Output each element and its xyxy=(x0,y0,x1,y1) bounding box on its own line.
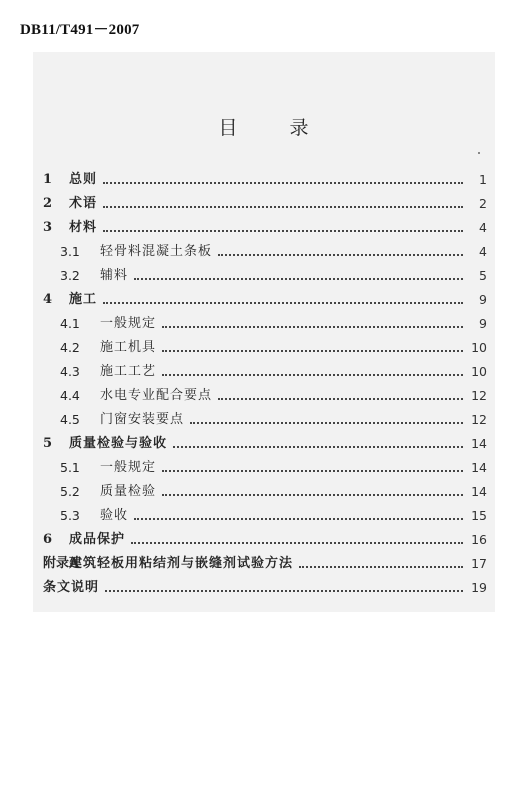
toc-title xyxy=(0,113,527,140)
toc-entry-label: 门窗安装要点 xyxy=(100,412,185,427)
toc-entry-number: 3 xyxy=(43,220,53,235)
toc-entry-number: 4.5 xyxy=(60,412,80,427)
document-code: DB11/T491－2007 xyxy=(20,22,140,38)
toc-entry-page: 5 xyxy=(479,268,487,283)
toc-entry-number: 4.1 xyxy=(60,316,80,331)
toc-entry-number: 4 xyxy=(43,292,53,307)
table-of-contents xyxy=(43,168,487,600)
toc-title-char-2: 录 xyxy=(289,117,309,139)
scan-speck xyxy=(478,152,480,154)
toc-entry-label: 施工 xyxy=(69,292,98,307)
toc-entry[interactable] xyxy=(43,336,487,360)
toc-dot-leader xyxy=(134,518,463,520)
toc-entry-page: 4 xyxy=(479,244,487,259)
toc-dot-leader xyxy=(162,374,463,376)
toc-entry-label: 术语 xyxy=(69,196,98,211)
toc-entry[interactable] xyxy=(43,576,487,600)
toc-entry-page: 15 xyxy=(471,508,487,523)
toc-entry-number: 5.1 xyxy=(60,460,80,475)
toc-entry-label: 一般规定 xyxy=(100,460,157,475)
toc-entry[interactable] xyxy=(43,504,487,528)
toc-dot-leader xyxy=(105,590,463,592)
toc-entry-number: 4.4 xyxy=(60,388,80,403)
toc-entry-page: 16 xyxy=(471,532,487,547)
toc-dot-leader xyxy=(134,278,463,280)
toc-dot-leader xyxy=(103,182,463,184)
toc-entry-page: 14 xyxy=(471,460,487,475)
toc-entry[interactable] xyxy=(43,192,487,216)
toc-entry-page: 14 xyxy=(471,436,487,451)
toc-entry-number: 5.2 xyxy=(60,484,80,499)
toc-entry-number: 2 xyxy=(43,196,53,211)
toc-entry-number: 4.2 xyxy=(60,340,80,355)
toc-entry-label: 辅料 xyxy=(100,268,129,283)
toc-entry-number: 5.3 xyxy=(60,508,80,523)
toc-entry-page: 10 xyxy=(471,364,487,379)
toc-entry[interactable] xyxy=(43,264,487,288)
toc-entry[interactable] xyxy=(43,312,487,336)
toc-dot-leader xyxy=(103,206,463,208)
toc-entry-label: 施工工艺 xyxy=(100,364,157,379)
toc-dot-leader xyxy=(103,302,463,304)
toc-entry-label: 轻骨料混凝土条板 xyxy=(100,244,213,259)
toc-entry-label: 材料 xyxy=(69,220,98,235)
toc-entry-label: 总则 xyxy=(69,172,98,187)
toc-entry[interactable] xyxy=(43,408,487,432)
toc-entry-label: 验收 xyxy=(100,508,129,523)
toc-dot-leader xyxy=(299,566,463,568)
toc-entry-number: 3.1 xyxy=(60,244,80,259)
toc-entry-number: 附录A xyxy=(43,556,80,571)
toc-entry-label: 质量检验与验收 xyxy=(69,436,168,451)
toc-entry[interactable] xyxy=(43,168,487,192)
toc-dot-leader xyxy=(162,350,463,352)
toc-entry[interactable] xyxy=(43,432,487,456)
toc-entry-page: 17 xyxy=(471,556,487,571)
toc-entry[interactable] xyxy=(43,288,487,312)
toc-entry-label: 建筑轻板用粘结剂与嵌缝剂试验方法 xyxy=(69,556,294,571)
toc-entry-label: 成品保护 xyxy=(69,532,126,547)
toc-entry-number: 6 xyxy=(43,532,53,547)
toc-entry-page: 10 xyxy=(471,340,487,355)
toc-entry-number: 3.2 xyxy=(60,268,80,283)
toc-entry[interactable] xyxy=(43,216,487,240)
toc-dot-leader xyxy=(162,494,463,496)
toc-entry-label: 质量检验 xyxy=(100,484,157,499)
toc-dot-leader xyxy=(162,326,463,328)
toc-entry-page: 2 xyxy=(479,196,487,211)
toc-entry-label: 条文说明 xyxy=(43,580,100,595)
toc-title-char-1: 目 xyxy=(218,117,238,139)
toc-entry-label: 水电专业配合要点 xyxy=(100,388,213,403)
toc-entry-label: 一般规定 xyxy=(100,316,157,331)
toc-dot-leader xyxy=(103,230,463,232)
toc-dot-leader xyxy=(162,470,463,472)
toc-entry-number: 1 xyxy=(43,172,53,187)
toc-entry-page: 12 xyxy=(471,388,487,403)
toc-entry[interactable] xyxy=(43,552,487,576)
toc-entry-page: 14 xyxy=(471,484,487,499)
toc-entry-page: 1 xyxy=(479,172,487,187)
toc-entry-page: 9 xyxy=(479,316,487,331)
toc-dot-leader xyxy=(190,422,463,424)
toc-entry[interactable] xyxy=(43,240,487,264)
toc-entry-page: 19 xyxy=(471,580,487,595)
toc-dot-leader xyxy=(173,446,463,448)
toc-entry[interactable] xyxy=(43,456,487,480)
toc-entry-page: 12 xyxy=(471,412,487,427)
toc-entry[interactable] xyxy=(43,360,487,384)
toc-dot-leader xyxy=(131,542,463,544)
toc-entry-page: 4 xyxy=(479,220,487,235)
toc-entry-label: 施工机具 xyxy=(100,340,157,355)
toc-entry[interactable] xyxy=(43,528,487,552)
toc-dot-leader xyxy=(218,398,463,400)
toc-dot-leader xyxy=(218,254,463,256)
toc-entry-number: 5 xyxy=(43,436,53,451)
toc-entry[interactable] xyxy=(43,384,487,408)
toc-entry[interactable] xyxy=(43,480,487,504)
toc-entry-page: 9 xyxy=(479,292,487,307)
toc-entry-number: 4.3 xyxy=(60,364,80,379)
